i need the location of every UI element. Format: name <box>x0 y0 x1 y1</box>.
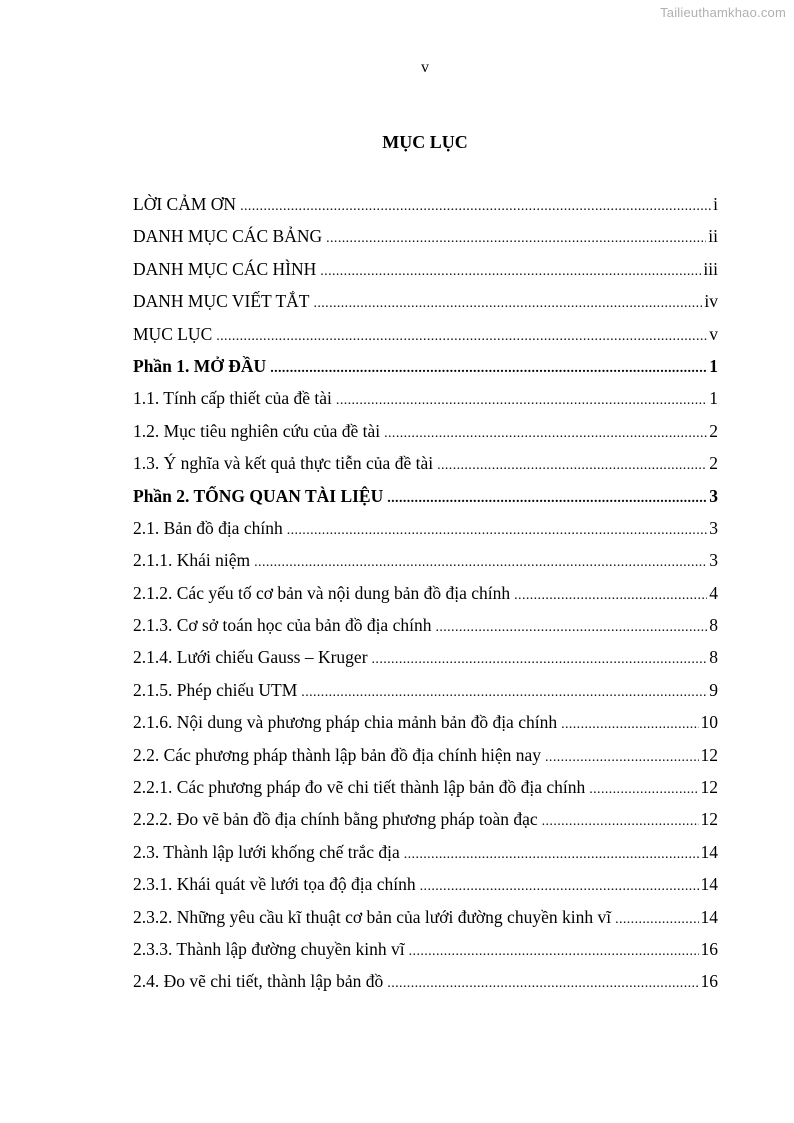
toc-entry-label: 2.1.5. Phép chiếu UTM <box>133 679 298 700</box>
toc-dot-leader <box>542 814 699 830</box>
toc-entry[interactable] <box>133 680 718 712</box>
toc-entry-page: iii <box>703 258 718 279</box>
toc-entry-label: 2.3.3. Thành lập đường chuyền kinh vĩ <box>133 938 405 959</box>
toc-entry-label: DANH MỤC VIẾT TẮT <box>133 291 310 312</box>
toc-entry-page: v <box>709 323 718 344</box>
toc-entry-page: 1 <box>709 355 718 376</box>
toc-dot-leader <box>313 296 702 312</box>
toc-entry[interactable] <box>133 486 718 518</box>
toc-dot-leader <box>270 361 707 377</box>
toc-entry-page: 12 <box>700 809 718 830</box>
toc-dot-leader <box>404 847 699 863</box>
toc-entry[interactable] <box>133 777 718 809</box>
toc-entry-label: DANH MỤC CÁC HÌNH <box>133 258 317 279</box>
toc-entry-label: MỤC LỤC <box>133 323 213 344</box>
toc-entry-page: iv <box>704 291 718 312</box>
toc-entry-page: 14 <box>700 874 718 895</box>
toc-dot-leader <box>384 426 707 442</box>
toc-entry-page: 4 <box>709 582 718 603</box>
toc-entry[interactable] <box>133 453 718 485</box>
toc-entry[interactable] <box>133 615 718 647</box>
page-title: MỤC LỤC <box>382 132 468 152</box>
toc-entry-label: 1.3. Ý nghĩa và kết quả thực tiễn của đề tài <box>133 453 434 474</box>
toc-entry[interactable] <box>133 647 718 679</box>
toc-entry[interactable] <box>133 324 718 356</box>
toc-dot-leader <box>216 329 707 345</box>
page-number: v <box>421 59 429 76</box>
watermark: Tailieuthamkhao.com <box>660 5 786 20</box>
table-of-contents <box>133 194 718 1004</box>
toc-entry-page: 16 <box>700 938 718 959</box>
toc-entry-page: 3 <box>709 517 718 538</box>
toc-dot-leader <box>435 620 707 636</box>
toc-entry[interactable] <box>133 388 718 420</box>
toc-entry[interactable] <box>133 583 718 615</box>
toc-dot-leader <box>336 393 707 409</box>
toc-dot-leader <box>437 458 707 474</box>
toc-entry-label: DANH MỤC CÁC BẢNG <box>133 226 323 247</box>
toc-dot-leader <box>589 782 698 798</box>
toc-entry-label: 2.2.1. Các phương pháp đo vẽ chi tiết thành lập bản đồ địa chính <box>133 777 586 798</box>
toc-entry-page: 12 <box>700 777 718 798</box>
toc-entry[interactable] <box>133 259 718 291</box>
toc-entry[interactable] <box>133 194 718 226</box>
toc-entry-label: 2.1. Bản đồ địa chính <box>133 517 283 538</box>
toc-entry[interactable] <box>133 226 718 258</box>
toc-entry-label: 2.1.4. Lưới chiếu Gauss – Kruger <box>133 647 368 668</box>
toc-dot-leader <box>420 879 699 895</box>
toc-dot-leader <box>287 523 708 539</box>
toc-entry-page: 3 <box>709 550 718 571</box>
toc-dot-leader <box>561 717 698 733</box>
toc-entry-label: 2.3.1. Khái quát về lưới tọa độ địa chính <box>133 874 416 895</box>
toc-entry-page: 10 <box>700 712 718 733</box>
toc-entry-label: 1.1. Tính cấp thiết của đề tài <box>133 388 332 409</box>
toc-entry[interactable] <box>133 874 718 906</box>
toc-entry-label: 2.3. Thành lập lưới khống chế trắc địa <box>133 841 400 862</box>
toc-entry-label: 2.1.3. Cơ sở toán học của bản đồ địa chính <box>133 615 432 636</box>
toc-entry-label: 2.2. Các phương pháp thành lập bản đồ địa chính hiện nay <box>133 744 542 765</box>
toc-entry-label: 2.1.2. Các yếu tố cơ bản và nội dung bản đồ địa chính <box>133 582 511 603</box>
toc-dot-leader <box>326 231 706 247</box>
toc-entry-page: 14 <box>700 841 718 862</box>
toc-entry[interactable] <box>133 809 718 841</box>
toc-entry-page: 1 <box>709 388 718 409</box>
toc-dot-leader <box>254 555 707 571</box>
toc-entry-page: 2 <box>709 420 718 441</box>
toc-entry[interactable] <box>133 745 718 777</box>
toc-entry-page: 12 <box>700 744 718 765</box>
toc-dot-leader <box>545 750 698 766</box>
toc-entry[interactable] <box>133 842 718 874</box>
toc-entry-label: 2.1.1. Khái niệm <box>133 550 251 571</box>
toc-dot-leader <box>409 944 699 960</box>
toc-dot-leader <box>301 685 707 701</box>
toc-entry[interactable] <box>133 421 718 453</box>
toc-entry[interactable] <box>133 939 718 971</box>
toc-entry-label: 2.2.2. Đo vẽ bản đồ địa chính bằng phương pháp toàn đạc <box>133 809 538 830</box>
toc-entry-label: Phần 1. MỞ ĐẦU <box>133 355 267 376</box>
toc-entry-label: 2.1.6. Nội dung và phương pháp chia mảnh bản đồ địa chính <box>133 712 558 733</box>
toc-dot-leader <box>615 912 698 928</box>
toc-dot-leader <box>387 491 707 507</box>
toc-entry-label: 2.4. Đo vẽ chi tiết, thành lập bản đồ <box>133 971 384 992</box>
toc-entry-page: 8 <box>709 647 718 668</box>
toc-entry[interactable] <box>133 907 718 939</box>
toc-entry-page: 14 <box>700 906 718 927</box>
toc-entry[interactable] <box>133 518 718 550</box>
toc-entry-page: 8 <box>709 615 718 636</box>
toc-entry-page: 16 <box>700 971 718 992</box>
toc-dot-leader <box>372 652 708 668</box>
toc-entry-page: 9 <box>709 679 718 700</box>
toc-dot-leader <box>320 264 701 280</box>
toc-entry-label: Phần 2. TỔNG QUAN TÀI LIỆU <box>133 485 384 506</box>
toc-dot-leader <box>240 199 711 215</box>
toc-entry[interactable] <box>133 356 718 388</box>
toc-entry[interactable] <box>133 971 718 1003</box>
toc-dot-leader <box>514 588 707 604</box>
toc-entry-label: LỜI CẢM ƠN <box>133 194 237 214</box>
toc-entry-page: ii <box>708 226 718 247</box>
toc-dot-leader <box>387 976 698 992</box>
toc-entry-page: 2 <box>709 453 718 474</box>
toc-entry-page: i <box>713 194 718 214</box>
toc-entry-label: 2.3.2. Những yêu cầu kĩ thuật cơ bản của lưới đường chuyền kinh vĩ <box>133 906 612 927</box>
toc-entry-label: 1.2. Mục tiêu nghiên cứu của đề tài <box>133 420 381 441</box>
toc-entry[interactable] <box>133 550 718 582</box>
toc-entry-page: 3 <box>709 485 718 506</box>
toc-entry[interactable] <box>133 712 718 744</box>
toc-entry[interactable] <box>133 291 718 323</box>
